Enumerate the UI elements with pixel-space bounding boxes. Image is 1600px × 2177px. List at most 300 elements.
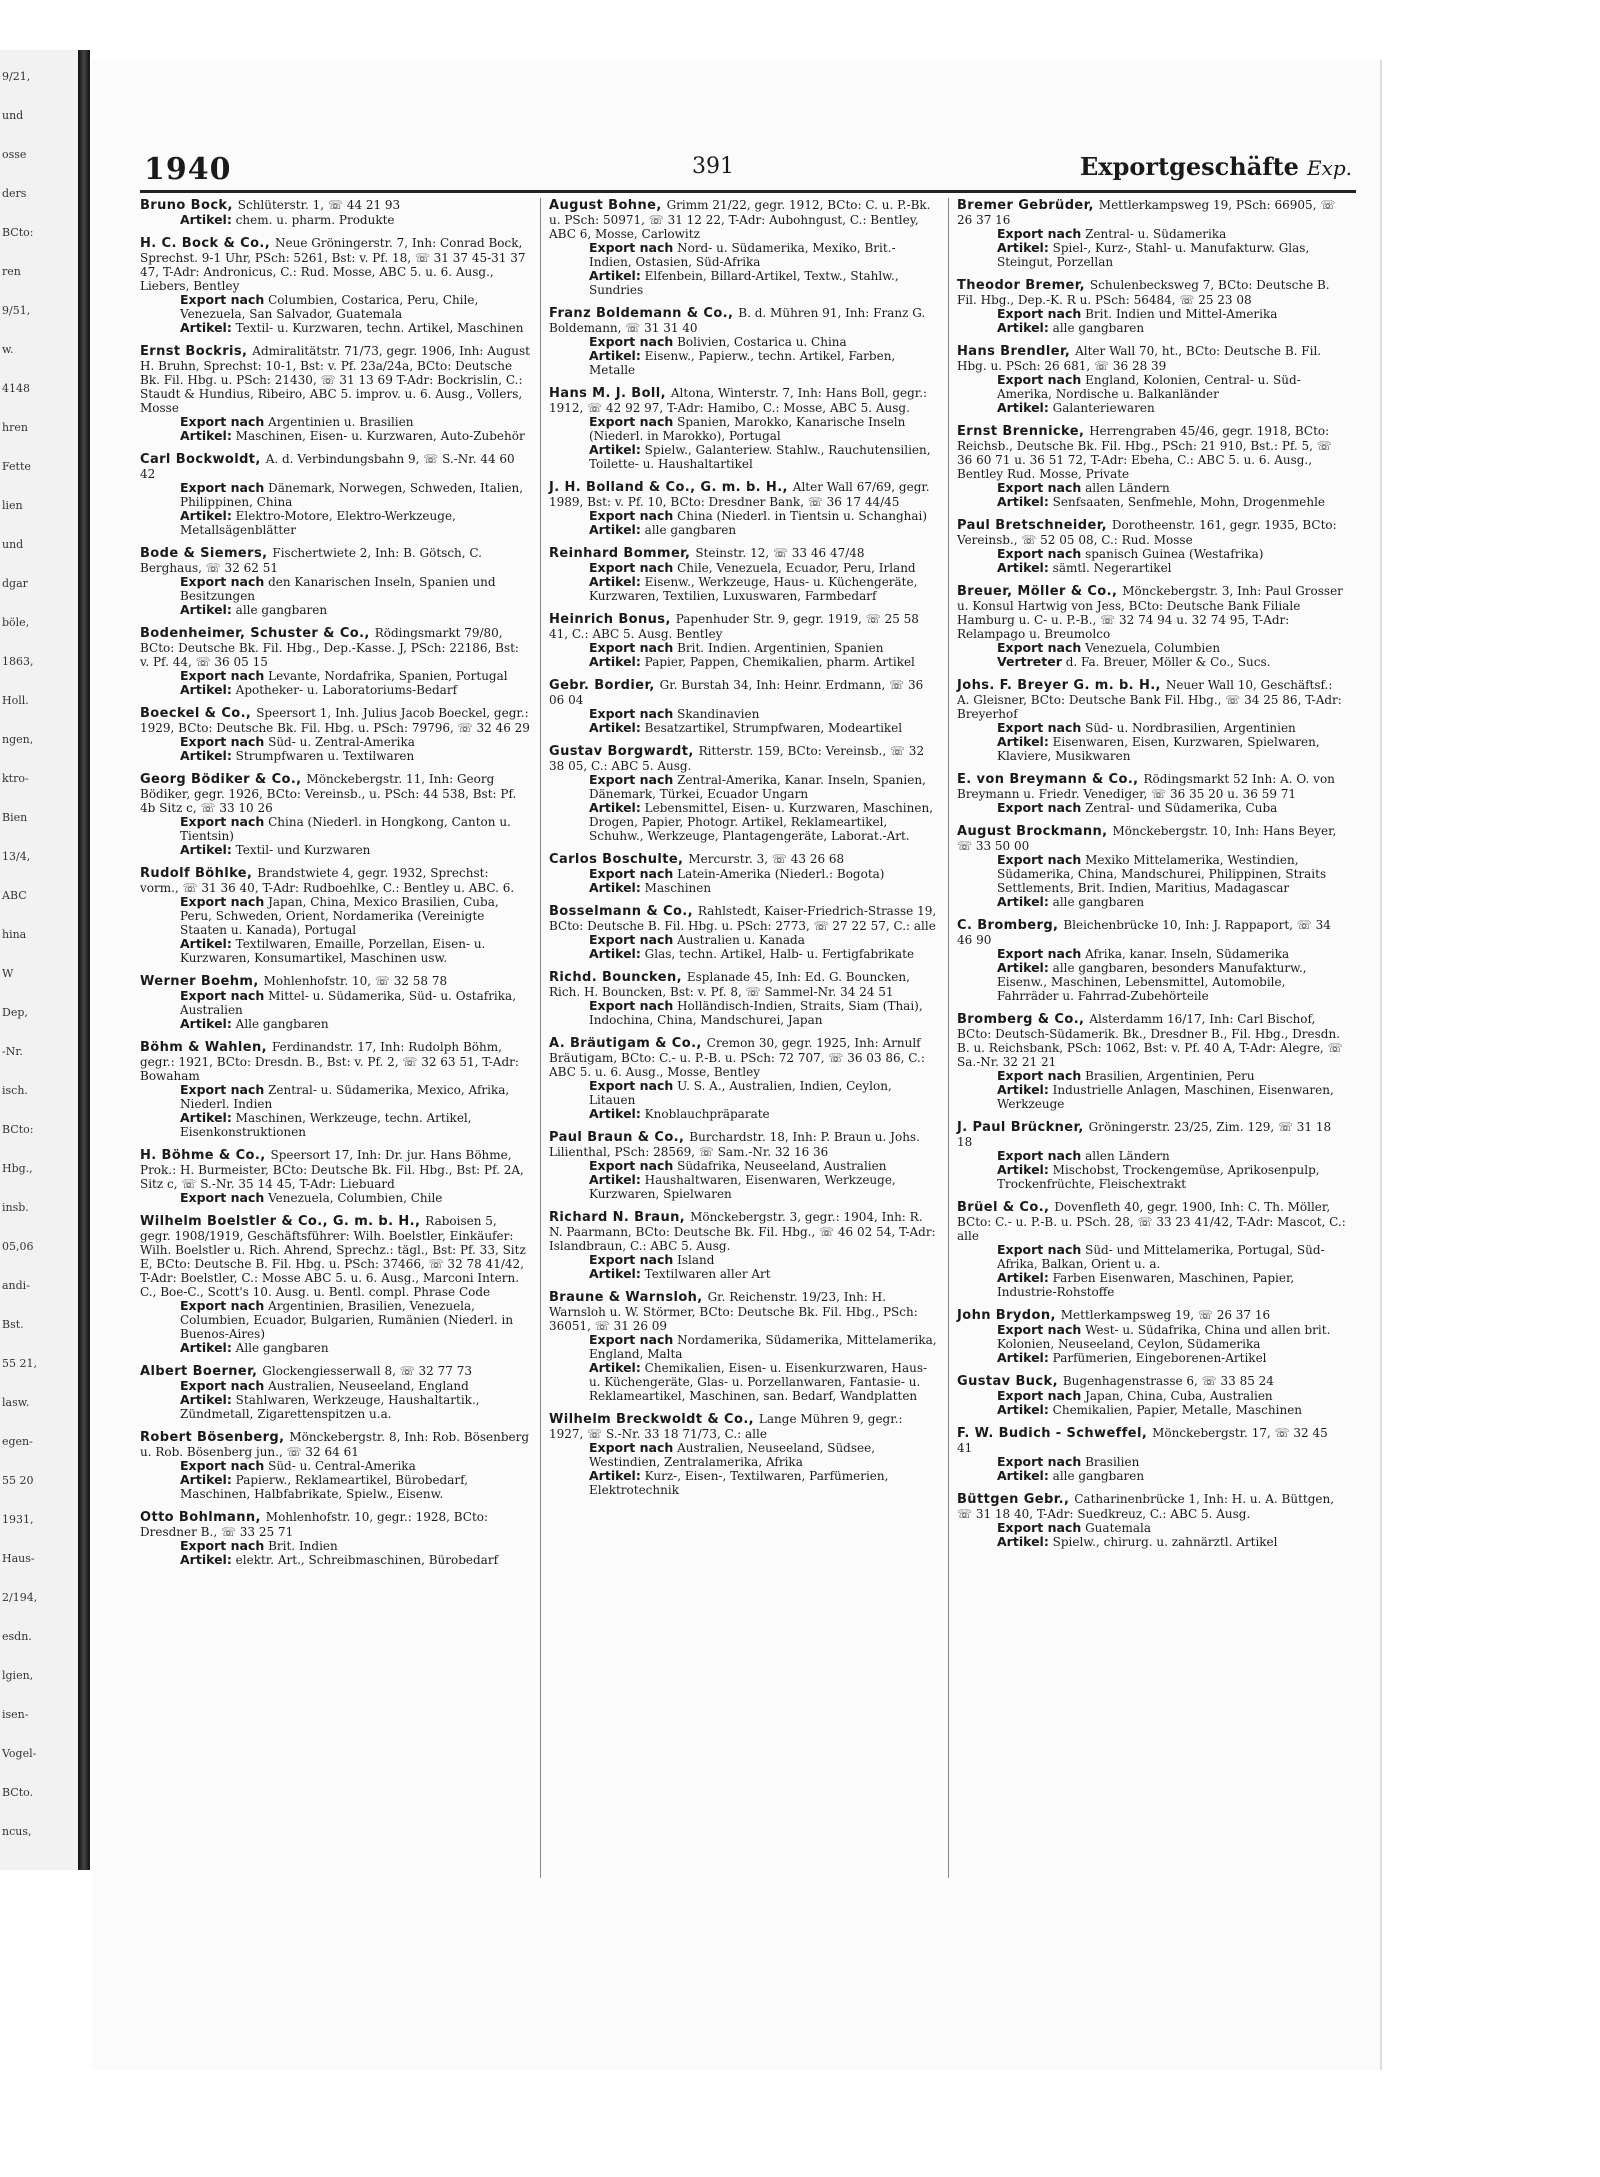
entry-line: Artikel: sämtl. Negerartikel: [997, 560, 1172, 575]
entry-label: Export nach: [997, 1148, 1082, 1163]
entry-line: Export nach Australien u. Kanada: [589, 932, 805, 947]
firm-details: Fischertwiete 2, Inh: B. Götsch, C. Berghaus, ☏ 32 62 51: [140, 546, 482, 575]
margin-fragment: Fette: [2, 460, 31, 473]
firm-details: Cremon 30, gegr. 1925, Inh: Arnulf Bräutigam, BCto: C.- u. P.-B. u. PSch: 72 707, ☏ 36 03 86, C.: ABC 5. u. 6. Ausg., Mosse, Bentley: [549, 1036, 925, 1079]
firm-entry: [140, 1510, 530, 1567]
firm-details: Mercurstr. 3, ☏ 43 26 68: [688, 852, 845, 866]
entry-line: Artikel: Papier, Pappen, Chemikalien, pharm. Artikel: [589, 654, 915, 669]
entry-line: Export nach Nordamerika, Südamerika, Mittelamerika, England, Malta: [589, 1332, 937, 1361]
firm-details: Speersort 17, Inh: Dr. jur. Hans Böhme, Prok.: H. Burmeister, BCto: Deutsche Bk. Fil. Hbg., Bst: Pf. 2A, Sitz c, ☏ S.-Nr. 35 14 45, T-Adr: Liebuard: [140, 1148, 524, 1191]
firm-name: Rudolf Böhlke,: [140, 866, 258, 881]
entry-label: Export nach: [997, 1068, 1082, 1083]
entry-line: Export nach Skandinavien: [589, 706, 760, 721]
entry-label: Artikel:: [589, 946, 641, 961]
entry-label: Export nach: [589, 1078, 674, 1093]
firm-name: Boeckel & Co.,: [140, 706, 257, 721]
entry-line: Export nach Südafrika, Neuseeland, Australien: [589, 1158, 887, 1173]
entry-line: Artikel: Maschinen: [589, 880, 712, 895]
firm-entry: [957, 918, 1346, 1003]
entry-label: Artikel:: [589, 720, 641, 735]
firm-entry: [140, 1214, 530, 1355]
entry-line: Export nach England, Kolonien, Central- u. Süd-Amerika, Nordische u. Balkanländer: [997, 372, 1301, 401]
firm-entry: [549, 1290, 938, 1403]
entry-label: Artikel:: [180, 1392, 232, 1407]
entry-line: Export nach Brit. Indien: [180, 1538, 338, 1553]
firm-details: Grimm 21/22, gegr. 1912, BCto: C. u. P.-Bk. u. PSch: 50971, ☏ 31 12 22, T-Adr: Aubohngust, C.: Bentley, ABC 6, Mosse, Carlowitz: [549, 198, 931, 241]
entry-label: Export nach: [589, 998, 674, 1013]
firm-entry: [957, 772, 1346, 815]
entry-line: Export nach Brasilien: [997, 1454, 1140, 1469]
firm-details: Alsterdamm 16/17, Inh: Carl Bischof, BCto: Deutsch-Südamerik. Bk., Dresdner B., Fil. Hbg., Dresdn. B. u. Reichsbank, PSch: 1062, Bst: v. Pf. 40 A, T-Adr: Alegre, ☏ Sa.-Nr. 32 21 21: [957, 1012, 1343, 1069]
firm-name: August Bohne,: [549, 198, 667, 213]
firm-details: Esplanade 45, Inh: Ed. G. Bouncken, Rich. H. Bouncken, Bst: v. Pf. 8, ☏ Sammel-Nr. 34 24 51: [549, 970, 910, 999]
entry-line: Artikel: Spielw., Galanteriew. Stahlw., Rauchutensilien, Toilette- u. Haushaltartikel: [589, 442, 931, 471]
entry-label: Export nach: [589, 334, 674, 349]
firm-details: Speersort 1, Inh. Julius Jacob Boeckel, gegr.: 1929, BCto: Deutsche Bk. Fil. Hbg. u. PSch: 79796, ☏ 32 46 29: [140, 706, 530, 735]
margin-fragment: 2/194,: [2, 1591, 38, 1604]
entry-label: Artikel:: [180, 1110, 232, 1125]
margin-fragment: osse: [2, 148, 27, 161]
entry-label: Artikel:: [589, 442, 641, 457]
margin-fragment: ngen,: [2, 733, 34, 746]
firm-entry: [957, 198, 1346, 269]
entry-label: Artikel:: [589, 522, 641, 537]
entry-line: Export nach allen Ländern: [997, 1148, 1170, 1163]
entry-line: Artikel: Alle gangbaren: [180, 1016, 329, 1031]
margin-fragment: lgien,: [2, 1669, 34, 1682]
firm-name: Ernst Brennicke,: [957, 424, 1090, 439]
entry-label: Export nach: [997, 946, 1082, 961]
firm-entry: [549, 306, 938, 377]
entry-label: Artikel:: [589, 654, 641, 669]
entry-line: Export nach Argentinien, Brasilien, Venezuela, Columbien, Ecuador, Bulgarien, Rumänien (Niederl. in Buenos-Aires): [180, 1298, 514, 1341]
entry-line: Artikel: alle gangbaren: [589, 522, 737, 537]
margin-fragment: 13/4,: [2, 850, 31, 863]
margin-fragment: insb.: [2, 1201, 29, 1214]
firm-entry: [957, 584, 1346, 669]
firm-entry: [549, 1036, 938, 1121]
entry-label: Export nach: [589, 1440, 674, 1455]
firm-name: Böhm & Wahlen,: [140, 1040, 272, 1055]
entry-label: Artikel:: [180, 212, 232, 227]
entry-line: Export nach Spanien, Marokko, Kanarische Inseln (Niederl. in Marokko), Portugal: [589, 414, 906, 443]
firm-entry: [140, 866, 530, 965]
firm-details: Mönckebergstr. 3, Inh: Paul Grosser u. Konsul Hartwig von Jess, BCto: Deutsche Bank Filiale Hamburg u. C- u. P.-B., ☏ 32 74 94 u. 32 74 95, T-Adr: Relampago u. Breumolco: [957, 584, 1343, 641]
firm-entry: [140, 236, 530, 335]
firm-entry: [140, 452, 530, 537]
entry-line: Artikel: Lebensmittel, Eisen- u. Kurzwaren, Maschinen, Drogen, Papier, Photogr. Artikel, Reklameartikel, Schuhw., Werkzeuge, Plantagengeräte, Laborat.-Art.: [589, 800, 934, 843]
firm-name: Reinhard Bommer,: [549, 546, 696, 561]
entry-label: Artikel:: [180, 936, 232, 951]
entry-label: Artikel:: [180, 842, 232, 857]
firm-details: Gröningerstr. 23/25, Zim. 129, ☏ 31 18 18: [957, 1120, 1332, 1149]
firm-details: Glockengiesserwall 8, ☏ 32 77 73: [262, 1364, 472, 1378]
margin-fragment: Haus-: [2, 1552, 35, 1565]
entry-label: Artikel:: [589, 348, 641, 363]
firm-details: Mettlerkampsweg 19, PSch: 66905, ☏ 26 37 16: [957, 198, 1336, 227]
margin-fragment: Bien: [2, 811, 28, 824]
entry-label: Artikel:: [997, 1270, 1049, 1285]
entry-line: Export nach Süd- u. Zentral-Amerika: [180, 734, 415, 749]
page-number: 391: [692, 154, 734, 179]
firm-details: Gr. Burstah 34, Inh: Heinr. Erdmann, ☏ 36 06 04: [549, 678, 924, 707]
entry-line: Artikel: alle gangbaren: [997, 1468, 1145, 1483]
entry-label: Export nach: [589, 240, 674, 255]
firm-entry: [957, 1200, 1346, 1299]
margin-fragment: isen-: [2, 1708, 29, 1721]
margin-fragment: esdn.: [2, 1630, 32, 1643]
entry-label: Artikel:: [180, 1472, 232, 1487]
firm-details: Ferdinandstr. 17, Inh: Rudolph Böhm, gegr.: 1921, BCto: Dresdn. B., Bst: v. Pf. 2, ☏ 32 63 51, T-Adr: Bowaham: [140, 1040, 519, 1083]
firm-name: Johs. F. Breyer G. m. b. H.,: [957, 678, 1166, 693]
entry-line: Artikel: Senfsaaten, Senfmehle, Mohn, Drogenmehle: [997, 494, 1326, 509]
margin-fragment: hina: [2, 928, 27, 941]
firm-details: Herrengraben 45/46, gegr. 1918, BCto: Reichsb., Deutsche Bk. Fil. Hbg., PSch: 21 910, Bst.: Pf. 5, ☏ 36 60 71 u. 36 51 72, T-Adr: Ebeha, C.: ABC 5. u. 6. Ausg., Bentley Rud. Mosse, Private: [957, 424, 1332, 481]
entry-label: Artikel:: [180, 682, 232, 697]
entry-line: Artikel: alle gangbaren: [997, 894, 1145, 909]
firm-name: A. Bräutigam & Co.,: [549, 1036, 707, 1051]
entry-line: Artikel: Knoblauchpräparate: [589, 1106, 770, 1121]
entry-label: Artikel:: [997, 1534, 1049, 1549]
margin-fragment: BCto:: [2, 226, 34, 239]
firm-name: Robert Bösenberg,: [140, 1430, 290, 1445]
entry-line: Export nach Venezuela, Columbien, Chile: [180, 1190, 443, 1205]
margin-fragment: andi-: [2, 1279, 30, 1292]
firm-details: Raboisen 5, gegr. 1908/1919, Geschäftsführer: Wilh. Boelstler, Einkäufer: Wilh. Boelstler u. Rich. Ahrend, Sprechz.: tägl., Bst: Pf. 33, Sitz E, BCto: Deutsche B. Fil. Hbg. u. PSch: 37466, ☏ 32 78 41/42, T-Adr: Boelstler, C.: Mosse ABC 5. u. 6. Ausg., Marconi Intern. C., Boe-C., Scott's 10. Ausg. u. Bentl. compl. Phrase Code: [140, 1214, 526, 1299]
entry-line: Artikel: alle gangbaren: [997, 320, 1145, 335]
firm-entry: [140, 974, 530, 1031]
entry-label: Artikel:: [997, 400, 1049, 415]
entry-label: Artikel:: [180, 1016, 232, 1031]
entry-line: Artikel: Textilwaren, Emaille, Porzellan, Eisen- u. Kurzwaren, Konsumartikel, Maschinen usw.: [180, 936, 486, 965]
firm-entry: [957, 824, 1346, 909]
entry-line: Export nach West- u. Südafrika, China und allen brit. Kolonien, Neuseeland, Ceylon, Südamerika: [997, 1322, 1331, 1351]
entry-line: Artikel: Papierw., Reklameartikel, Bürobedarf, Maschinen, Halbfabrikate, Spielw., Eisenw.: [180, 1472, 468, 1501]
entry-label: Export nach: [997, 372, 1082, 387]
margin-fragment: böle,: [2, 616, 30, 629]
firm-details: Altona, Winterstr. 7, Inh: Hans Boll, gegr.: 1912, ☏ 42 92 97, T-Adr: Hamibo, C.: Mosse, ABC 5. Ausg.: [549, 386, 928, 415]
entry-line: Artikel: Textil- u. Kurzwaren, techn. Artikel, Maschinen: [180, 320, 524, 335]
entry-label: Export nach: [589, 414, 674, 429]
margin-fragment: 55 21,: [2, 1357, 37, 1370]
entry-label: Artikel:: [589, 1266, 641, 1281]
margin-fragment: BCto.: [2, 1786, 34, 1799]
directory-page: [92, 60, 1382, 2070]
entry-label: Artikel:: [997, 494, 1049, 509]
entry-line: Export nach Japan, China, Mexico Brasilien, Cuba, Peru, Schweden, Orient, Nordamerika (Vereinigte Staaten u. Kanada), Portugal: [180, 894, 499, 937]
entry-label: Artikel:: [997, 1350, 1049, 1365]
firm-name: H. C. Bock & Co.,: [140, 236, 276, 251]
margin-fragment: 05,06: [2, 1240, 34, 1253]
margin-fragment: Dep,: [2, 1006, 28, 1019]
entry-line: Artikel: Spielw., chirurg. u. zahnärztl. Artikel: [997, 1534, 1278, 1549]
margin-fragment: ABC: [2, 889, 27, 902]
entry-label: Artikel:: [180, 748, 232, 763]
entry-line: Export nach Brit. Indien. Argentinien, Spanien: [589, 640, 884, 655]
entry-label: Export nach: [180, 814, 265, 829]
entry-label: Export nach: [589, 932, 674, 947]
firm-details: Rahlstedt, Kaiser-Friedrich-Strasse 19, BCto: Deutsche B. Fil. Hbg. u. PSch: 2773, ☏ 27 22 57, C.: alle: [549, 904, 937, 933]
entry-label: Export nach: [589, 866, 674, 881]
firm-name: Albert Boerner,: [140, 1364, 263, 1379]
entry-label: Export nach: [997, 1388, 1082, 1403]
entry-line: Artikel: Elektro-Motore, Elektro-Werkzeuge, Metallsägenblätter: [180, 508, 456, 537]
firm-entry: [957, 1426, 1346, 1483]
entry-label: Export nach: [589, 640, 674, 655]
entry-label: Export nach: [180, 1298, 265, 1313]
firm-name: Hans Brendler,: [957, 344, 1076, 359]
firm-name: Werner Boehm,: [140, 974, 264, 989]
entry-line: Export nach Nord- u. Südamerika, Mexiko, Brit.-Indien, Ostasien, Süd-Afrika: [589, 240, 896, 269]
entry-label: Artikel:: [589, 268, 641, 283]
firm-entry: [549, 744, 938, 843]
page-title: [1080, 152, 1352, 181]
entry-line: Artikel: Textil- und Kurzwaren: [180, 842, 371, 857]
entry-label: Artikel:: [180, 320, 232, 335]
entry-line: Export nach Süd- u. Central-Amerika: [180, 1458, 416, 1473]
firm-details: Mönckebergstr. 17, ☏ 32 45 41: [957, 1426, 1328, 1455]
margin-fragment: und: [2, 109, 24, 122]
entry-line: Export nach Süd- und Mittelamerika, Portugal, Süd-Afrika, Balkan, Orient u. a.: [997, 1242, 1325, 1271]
entry-line: Vertreter d. Fa. Breuer, Möller & Co., Sucs.: [997, 654, 1271, 669]
entry-line: Artikel: Textilwaren aller Art: [589, 1266, 771, 1281]
firm-name: E. von Breymann & Co.,: [957, 772, 1144, 787]
entry-line: Export nach allen Ländern: [997, 480, 1170, 495]
entry-line: Artikel: Haushaltwaren, Eisenwaren, Werkzeuge, Kurzwaren, Spielwaren: [589, 1172, 896, 1201]
entry-line: Artikel: elektr. Art., Schreibmaschinen, Bürobedarf: [180, 1552, 499, 1567]
firm-entry: [957, 518, 1346, 575]
firm-details: Neue Gröningerstr. 7, Inh: Conrad Bock, Sprechst. 9-1 Uhr, PSch: 5261, Bst: v. Pf. 18, ☏ 31 37 45-31 37 47, T-Adr: Andronicus, C.: Rud. Mosse, ABC 5. u. 6. Ausg., Liebers, Bentley: [140, 236, 526, 293]
entry-label: Artikel:: [997, 1082, 1049, 1097]
margin-fragment: 55 20: [2, 1474, 34, 1487]
margin-fragment: w.: [2, 343, 14, 356]
firm-name: Georg Bödiker & Co.,: [140, 772, 307, 787]
entry-line: Export nach Zentral- u. Südamerika: [997, 226, 1227, 241]
firm-details: Ritterstr. 159, BCto: Vereinsb., ☏ 32 38 05, C.: ABC 5. Ausg.: [549, 744, 925, 773]
entry-label: Artikel:: [589, 574, 641, 589]
firm-name: Ernst Bockris,: [140, 344, 253, 359]
entry-line: Export nach Levante, Nordafrika, Spanien, Portugal: [180, 668, 508, 683]
entry-columns: [132, 198, 1356, 1878]
entry-label: Artikel:: [997, 1162, 1049, 1177]
entry-label: Export nach: [180, 1190, 265, 1205]
entry-line: Artikel: Mischobst, Trockengemüse, Aprikosenpulp, Trockenfrüchte, Fleischextrakt: [997, 1162, 1320, 1191]
firm-name: Bromberg & Co.,: [957, 1012, 1090, 1027]
margin-fragment: ren: [2, 265, 21, 278]
entry-line: Artikel: Apotheker- u. Laboratoriums-Bedarf: [180, 682, 458, 697]
firm-name: Carl Bockwoldt,: [140, 452, 266, 467]
entry-line: Artikel: chem. u. pharm. Produkte: [180, 212, 395, 227]
entry-line: Artikel: Maschinen, Werkzeuge, techn. Artikel, Eisenkonstruktionen: [180, 1110, 472, 1139]
entry-label: Artikel:: [180, 1552, 232, 1567]
firm-name: Otto Bohlmann,: [140, 1510, 266, 1525]
page-year: 1940: [144, 152, 232, 187]
entry-line: Export nach Columbien, Costarica, Peru, Chile, Venezuela, San Salvador, Guatemala: [180, 292, 479, 321]
firm-name: Bruno Bock,: [140, 198, 238, 213]
firm-name: H. Böhme & Co.,: [140, 1148, 271, 1163]
entry-line: Export nach Zentral- u. Südamerika, Mexico, Afrika, Niederl. Indien: [180, 1082, 510, 1111]
entry-line: Export nach Venezuela, Columbien: [997, 640, 1221, 655]
firm-name: Richard N. Braun,: [549, 1210, 691, 1225]
entry-label: Export nach: [180, 1458, 265, 1473]
entry-line: Export nach Zentral-Amerika, Kanar. Inseln, Spanien, Dänemark, Türkei, Ecuador Ungarn: [589, 772, 926, 801]
firm-details: Rödingsmarkt 79/80, BCto: Deutsche Bk. Fil. Hbg., Dep.-Kasse. J, PSch: 22186, Bst: v. Pf. 44, ☏ 36 05 15: [140, 626, 519, 669]
entry-line: Artikel: Glas, techn. Artikel, Halb- u. Fertigfabrikate: [589, 946, 915, 961]
firm-entry: [140, 344, 530, 443]
firm-entry: [140, 772, 530, 857]
firm-details: Alter Wall 70, ht., BCto: Deutsche B. Fil. Hbg. u. PSch: 26 681, ☏ 36 28 39: [957, 344, 1322, 373]
entry-line: Export nach Mexiko Mittelamerika, Westindien, Südamerika, China, Mandschurei, Philippinen, Straits Settlements, Brit. Indien, Maritius, Madagascar: [997, 852, 1327, 895]
firm-entry: [549, 970, 938, 1027]
firm-name: C. Bromberg,: [957, 918, 1064, 933]
entry-line: Export nach Bolivien, Costarica u. China: [589, 334, 847, 349]
entry-label: Export nach: [997, 226, 1082, 241]
entry-line: Export nach Japan, China, Cuba, Australien: [997, 1388, 1273, 1403]
margin-fragment: 9/21,: [2, 70, 31, 83]
entry-label: Artikel:: [997, 960, 1049, 975]
entry-line: Artikel: Chemikalien, Papier, Metalle, Maschinen: [997, 1402, 1303, 1417]
entry-label: Artikel:: [997, 1468, 1049, 1483]
entry-label: Export nach: [180, 894, 265, 909]
entry-line: Artikel: Elfenbein, Billard-Artikel, Textw., Stahlw., Sundries: [589, 268, 899, 297]
margin-fragment: hren: [2, 421, 28, 434]
entry-label: Artikel:: [997, 1402, 1049, 1417]
firm-details: Schlüterstr. 1, ☏ 44 21 93: [237, 198, 401, 212]
firm-details: Brandstwiete 4, gegr. 1932, Sprechst: vorm., ☏ 31 36 40, T-Adr: Rudboehlke, C.: Bentley u. ABC. 6.: [140, 866, 515, 895]
firm-name: Carlos Boschulte,: [549, 852, 689, 867]
entry-line: Artikel: Stahlwaren, Werkzeuge, Haushaltartik., Zündmetall, Zigarettenspitzen u.a.: [180, 1392, 480, 1421]
entry-label: Export nach: [180, 988, 265, 1003]
entry-line: Artikel: Strumpfwaren u. Textilwaren: [180, 748, 415, 763]
entry-line: Export nach Mittel- u. Südamerika, Süd- u. Ostafrika, Australien: [180, 988, 517, 1017]
entry-line: Artikel: Alle gangbaren: [180, 1340, 329, 1355]
entry-line: Export nach China (Niederl. in Tientsin u. Schanghai): [589, 508, 928, 523]
firm-details: Alter Wall 67/69, gegr. 1989, Bst: v. Pf. 10, BCto: Dresdner Bank, ☏ 36 17 44/45: [549, 480, 930, 509]
entry-label: Artikel:: [997, 560, 1049, 575]
firm-entry: [957, 278, 1346, 335]
entry-label: Artikel:: [997, 240, 1049, 255]
firm-entry: [549, 612, 938, 669]
entry-label: Artikel:: [180, 1340, 232, 1355]
entry-line: Export nach Brit. Indien und Mittel-Amerika: [997, 306, 1278, 321]
entry-line: Export nach Australien, Neuseeland, England: [180, 1378, 469, 1393]
entry-line: Export nach Island: [589, 1252, 715, 1267]
firm-name: Paul Braun & Co.,: [549, 1130, 690, 1145]
entry-label: Export nach: [589, 1252, 674, 1267]
entry-line: Artikel: Eisenw., Papierw., techn. Artikel, Farben, Metalle: [589, 348, 896, 377]
entry-line: Export nach China (Niederl. in Hongkong, Canton u. Tientsin): [180, 814, 511, 843]
entry-label: Artikel:: [589, 880, 641, 895]
firm-name: Wilhelm Breckwoldt & Co.,: [549, 1412, 759, 1427]
margin-fragment: ncus,: [2, 1825, 32, 1838]
firm-details: Admiralitätstr. 71/73, gegr. 1906, Inh: August H. Bruhn, Sprechst: 10-1, Bst: v. Pf. 23a/24a, BCto: Deutsche Bk. Fil. Hbg. u. PSch: 21430, ☏ 31 13 69 T-Adr: Bockrislin, C.: Staudt & Hundius, Ribeiro, ABC 5. improv. u. 6. Ausg., Vollers, Mosse: [140, 344, 530, 415]
margin-fragment: W: [2, 967, 14, 980]
entry-label: Artikel:: [589, 1172, 641, 1187]
firm-entry: [140, 706, 530, 763]
entry-line: Export nach spanisch Guinea (Westafrika): [997, 546, 1264, 561]
firm-name: Gustav Buck,: [957, 1374, 1063, 1389]
firm-entry: [549, 198, 938, 297]
firm-name: Richd. Bouncken,: [549, 970, 687, 985]
entry-line: Artikel: Besatzartikel, Strumpfwaren, Modeartikel: [589, 720, 903, 735]
margin-fragment: lasw.: [2, 1396, 30, 1409]
firm-entry: [549, 1412, 938, 1497]
margin-fragment: ktro-: [2, 772, 29, 785]
firm-name: Bosselmann & Co.,: [549, 904, 698, 919]
firm-entry: [957, 344, 1346, 415]
firm-name: Brüel & Co.,: [957, 1200, 1055, 1215]
entry-line: Export nach Argentinien u. Brasilien: [180, 414, 414, 429]
entry-label: Artikel:: [589, 800, 641, 815]
firm-details: Steinstr. 12, ☏ 33 46 47/48: [695, 546, 865, 560]
left-page-edge: [0, 50, 80, 1870]
margin-fragment: und: [2, 538, 24, 551]
entry-label: Export nach: [589, 560, 674, 575]
column-1: [132, 198, 540, 1878]
firm-name: Gustav Borgwardt,: [549, 744, 699, 759]
entry-label: Export nach: [997, 1242, 1082, 1257]
firm-entry: [549, 852, 938, 895]
firm-name: Heinrich Bonus,: [549, 612, 676, 627]
entry-label: Artikel:: [997, 894, 1049, 909]
entry-line: Artikel: Spiel-, Kurz-, Stahl- u. Manufakturw. Glas, Steingut, Porzellan: [997, 240, 1310, 269]
margin-fragment: 1863,: [2, 655, 34, 668]
firm-name: F. W. Budich - Schweffel,: [957, 1426, 1153, 1441]
entry-label: Artikel:: [589, 1468, 641, 1483]
entry-line: Artikel: Parfümerien, Eingeborenen-Artikel: [997, 1350, 1267, 1365]
entry-label: Artikel:: [589, 1106, 641, 1121]
firm-details: Lange Mühren 9, gegr.: 1927, ☏ S.-Nr. 33 18 71/73, C.: alle: [549, 1412, 903, 1441]
entry-label: Export nach: [180, 480, 265, 495]
entry-label: Export nach: [997, 546, 1082, 561]
firm-name: Bremer Gebrüder,: [957, 198, 1099, 213]
entry-line: Artikel: Maschinen, Eisen- u. Kurzwaren, Auto-Zubehör: [180, 428, 525, 443]
entry-line: Export nach Latein-Amerika (Niederl.: Bogota): [589, 866, 885, 881]
entry-line: Artikel: Eisenw., Werkzeuge, Haus- u. Küchengeräte, Kurzwaren, Textilien, Luxuswaren, Farmbedarf: [589, 574, 918, 603]
firm-entry: [140, 1364, 530, 1421]
firm-entry: [140, 626, 530, 697]
entry-label: Export nach: [997, 800, 1082, 815]
margin-fragment: Vogel-: [2, 1747, 37, 1760]
entry-label: Vertreter: [997, 654, 1062, 669]
firm-details: B. d. Mühren 91, Inh: Franz G. Boldemann, ☏ 31 31 40: [549, 306, 926, 335]
entry-line: Artikel: Kurz-, Eisen-, Textilwaren, Parfümerien, Elektrotechnik: [589, 1468, 889, 1497]
entry-line: Export nach Holländisch-Indien, Straits, Siam (Thai), Indochina, China, Mandschurei, Japan: [589, 998, 923, 1027]
entry-label: Export nach: [589, 772, 674, 787]
entry-line: Artikel: alle gangbaren, besonders Manufakturw., Eisenw., Maschinen, Lebensmittel, Automobile, Fahrräder u. Fahrrad-Zubehörteile: [997, 960, 1307, 1003]
firm-entry: [549, 1130, 938, 1201]
entry-label: Export nach: [997, 720, 1082, 735]
firm-entry: [957, 1374, 1346, 1417]
firm-name: Theodor Bremer,: [957, 278, 1090, 293]
section-abbr: Exp.: [1306, 156, 1352, 180]
firm-details: Schulenbecksweg 7, BCto: Deutsche B. Fil. Hbg., Dep.-K. R u. PSch: 56484, ☏ 25 23 08: [957, 278, 1330, 307]
firm-details: Rödingsmarkt 52 Inh: A. O. von Breymann u. Friedr. Venediger, ☏ 36 35 20 u. 36 59 71: [957, 772, 1335, 801]
header-rule: [140, 190, 1356, 193]
entry-line: Artikel: alle gangbaren: [180, 602, 328, 617]
entry-line: Export nach Dänemark, Norwegen, Schweden, Italien, Philippinen, China: [180, 480, 524, 509]
column-3: [948, 198, 1356, 1878]
margin-fragment: BCto:: [2, 1123, 34, 1136]
firm-details: Gr. Reichenstr. 19/23, Inh: H. Warnsloh u. W. Störmer, BCto: Deutsche Bk. Fil. Hbg., PSch: 36051, ☏ 31 26 09: [549, 1290, 918, 1333]
margin-fragment: 4148: [2, 382, 30, 395]
entry-label: Artikel:: [997, 320, 1049, 335]
entry-label: Export nach: [180, 292, 265, 307]
entry-line: Artikel: Eisenwaren, Eisen, Kurzwaren, Spielwaren, Klaviere, Musikwaren: [997, 734, 1320, 763]
firm-details: Mettlerkampsweg 19, ☏ 26 37 16: [1060, 1308, 1271, 1322]
firm-details: Mohlenhofstr. 10, ☏ 32 58 78: [263, 974, 448, 988]
firm-details: Mönckebergstr. 8, Inh: Rob. Bösenberg u. Rob. Bösenberg jun., ☏ 32 64 61: [140, 1430, 530, 1459]
